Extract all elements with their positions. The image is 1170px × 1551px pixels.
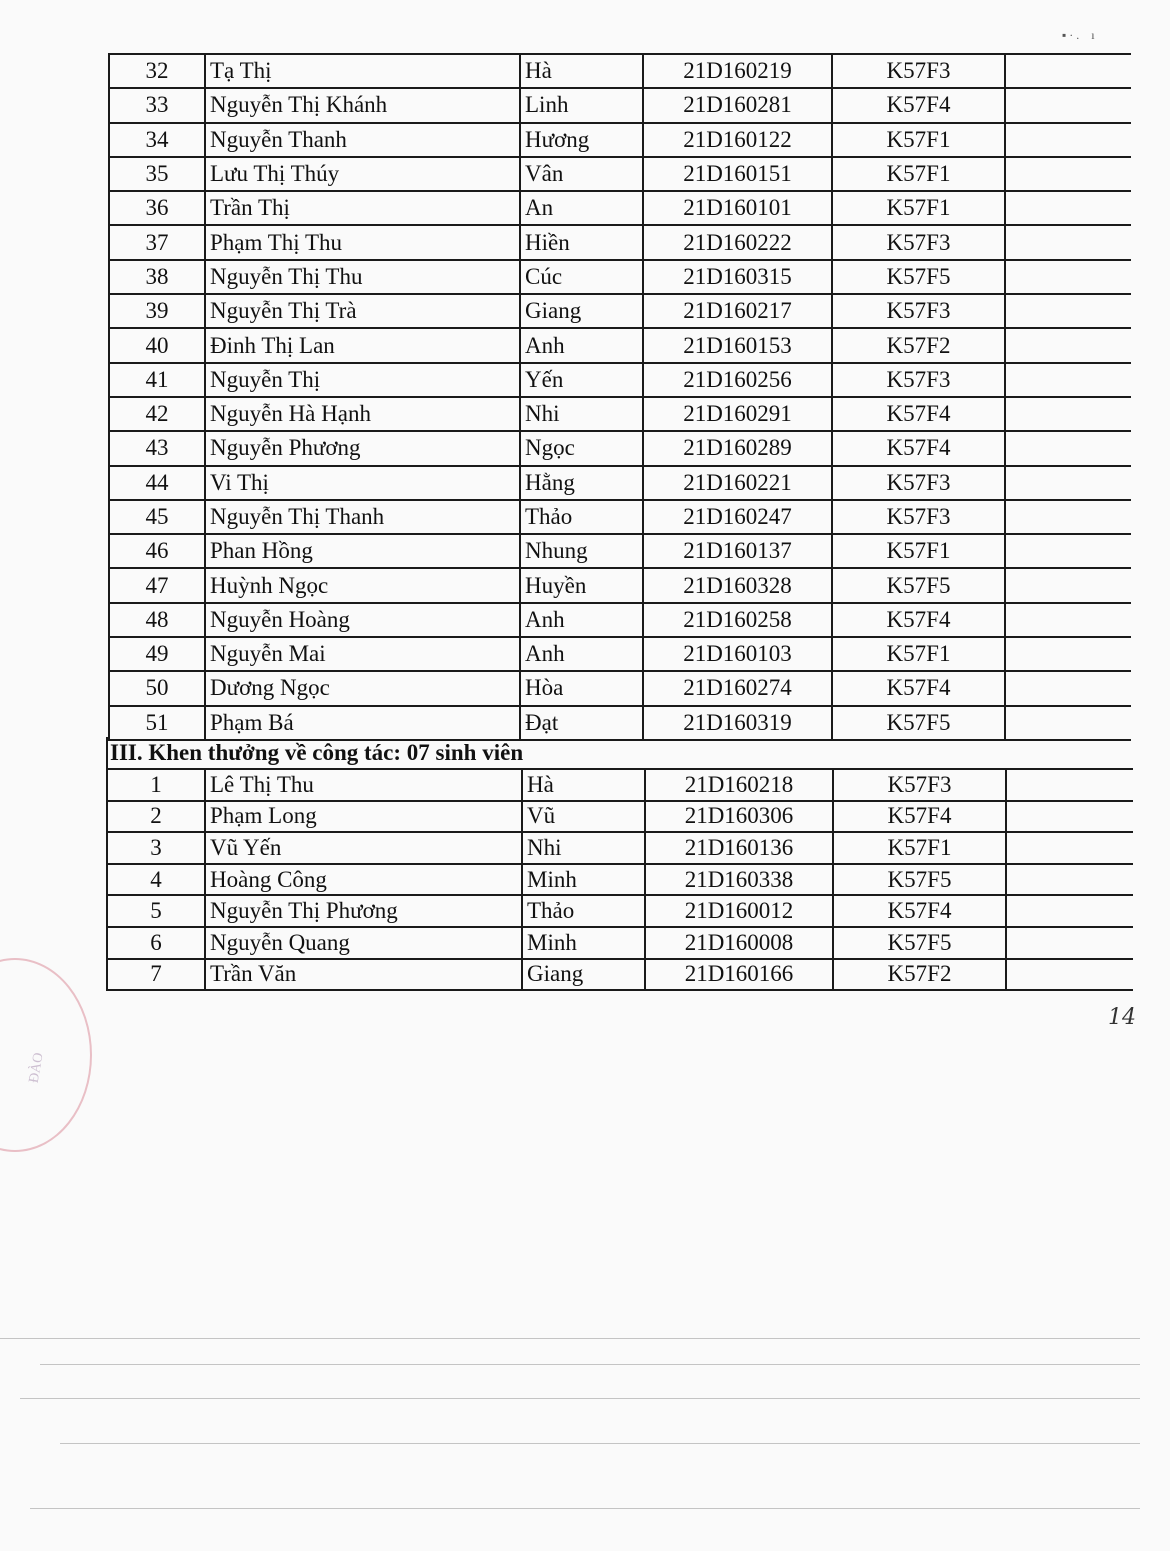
note-cell xyxy=(1005,500,1131,534)
scan-line xyxy=(30,1508,1140,1509)
student-id: 21D160217 xyxy=(643,294,832,328)
class-code: K57F3 xyxy=(832,363,1005,397)
row-number: 34 xyxy=(109,123,205,157)
student-first-name: Minh xyxy=(522,927,645,959)
student-id: 21D160258 xyxy=(643,603,832,637)
row-number: 35 xyxy=(109,157,205,191)
table-row xyxy=(109,88,1131,122)
note-cell xyxy=(1006,832,1133,864)
row-number: 50 xyxy=(109,671,205,705)
row-number: 48 xyxy=(109,603,205,637)
class-code: K57F4 xyxy=(833,895,1006,927)
note-cell xyxy=(1005,466,1131,500)
student-first-name: An xyxy=(520,191,643,225)
row-number: 6 xyxy=(107,927,205,959)
note-cell xyxy=(1005,397,1131,431)
student-id: 21D160012 xyxy=(645,895,833,927)
student-surname: Phạm Bá xyxy=(205,706,520,740)
student-surname: Nguyễn Thanh xyxy=(205,123,520,157)
note-cell xyxy=(1006,769,1133,801)
table-row xyxy=(109,671,1131,705)
student-surname: Trần Thị xyxy=(205,191,520,225)
student-id: 21D160136 xyxy=(645,832,833,864)
student-id: 21D160338 xyxy=(645,864,833,896)
student-first-name: Hà xyxy=(520,54,643,88)
student-surname: Lê Thị Thu xyxy=(205,769,522,801)
table-row xyxy=(109,568,1131,602)
class-code: K57F3 xyxy=(833,769,1006,801)
class-code: K57F4 xyxy=(832,88,1005,122)
table-row xyxy=(109,397,1131,431)
table-row xyxy=(107,959,1133,991)
table-row xyxy=(109,157,1131,191)
student-surname: Nguyễn Hoàng xyxy=(205,603,520,637)
note-cell xyxy=(1005,294,1131,328)
student-surname: Phạm Long xyxy=(205,801,522,833)
table-row xyxy=(109,191,1131,225)
row-number: 7 xyxy=(107,959,205,991)
student-surname: Tạ Thị xyxy=(205,54,520,88)
student-id: 21D160153 xyxy=(643,328,832,362)
student-id: 21D160218 xyxy=(645,769,833,801)
student-first-name: Vũ xyxy=(522,801,645,833)
row-number: 3 xyxy=(107,832,205,864)
student-surname: Nguyễn Quang xyxy=(205,927,522,959)
student-id: 21D160101 xyxy=(643,191,832,225)
note-cell xyxy=(1006,864,1133,896)
class-code: K57F3 xyxy=(832,500,1005,534)
section-title: III. Khen thưởng về công tác: 07 sinh viên xyxy=(110,740,524,765)
table-row xyxy=(109,431,1131,465)
table-row xyxy=(109,260,1131,294)
work-award-table xyxy=(106,768,1133,991)
student-id: 21D160315 xyxy=(643,260,832,294)
row-number: 5 xyxy=(107,895,205,927)
student-surname: Dương Ngọc xyxy=(205,671,520,705)
student-id: 21D160166 xyxy=(645,959,833,991)
class-code: K57F1 xyxy=(832,157,1005,191)
class-code: K57F5 xyxy=(833,864,1006,896)
student-surname: Huỳnh Ngọc xyxy=(205,568,520,602)
student-surname: Trần Văn xyxy=(205,959,522,991)
note-cell xyxy=(1005,637,1131,671)
note-cell xyxy=(1005,568,1131,602)
student-surname: Đinh Thị Lan xyxy=(205,328,520,362)
student-first-name: Linh xyxy=(520,88,643,122)
table-row xyxy=(109,706,1131,740)
table-row xyxy=(109,294,1131,328)
row-number: 46 xyxy=(109,534,205,568)
row-number: 51 xyxy=(109,706,205,740)
class-code: K57F2 xyxy=(832,328,1005,362)
class-code: K57F5 xyxy=(832,706,1005,740)
note-cell xyxy=(1005,328,1131,362)
student-first-name: Yến xyxy=(520,363,643,397)
scan-line xyxy=(60,1443,1140,1444)
note-cell xyxy=(1005,260,1131,294)
stamp-lettering: ĐÀO xyxy=(26,1051,47,1085)
note-cell xyxy=(1005,54,1131,88)
class-code: K57F1 xyxy=(832,191,1005,225)
student-id: 21D160122 xyxy=(643,123,832,157)
student-id: 21D160281 xyxy=(643,88,832,122)
student-surname: Nguyễn Thị xyxy=(205,363,520,397)
row-number: 37 xyxy=(109,225,205,259)
class-code: K57F4 xyxy=(832,431,1005,465)
table-row xyxy=(109,54,1131,88)
student-id: 21D160221 xyxy=(643,466,832,500)
student-id: 21D160289 xyxy=(643,431,832,465)
row-number: 36 xyxy=(109,191,205,225)
class-code: K57F4 xyxy=(832,397,1005,431)
row-number: 40 xyxy=(109,328,205,362)
student-id: 21D160319 xyxy=(643,706,832,740)
table-row xyxy=(109,466,1131,500)
row-number: 4 xyxy=(107,864,205,896)
table-row xyxy=(109,500,1131,534)
student-first-name: Hương xyxy=(520,123,643,157)
student-surname: Nguyễn Phương xyxy=(205,431,520,465)
student-surname: Nguyễn Thị Thanh xyxy=(205,500,520,534)
student-id: 21D160274 xyxy=(643,671,832,705)
student-first-name: Hà xyxy=(522,769,645,801)
student-surname: Vi Thị xyxy=(205,466,520,500)
scan-line xyxy=(20,1398,1140,1399)
student-first-name: Anh xyxy=(520,328,643,362)
row-number: 42 xyxy=(109,397,205,431)
note-cell xyxy=(1005,706,1131,740)
table-row xyxy=(109,123,1131,157)
class-code: K57F3 xyxy=(832,225,1005,259)
row-number: 32 xyxy=(109,54,205,88)
student-first-name: Anh xyxy=(520,637,643,671)
table-row xyxy=(109,637,1131,671)
table-row xyxy=(109,363,1131,397)
student-id: 21D160008 xyxy=(645,927,833,959)
student-id: 21D160219 xyxy=(643,54,832,88)
class-code: K57F1 xyxy=(832,637,1005,671)
student-first-name: Anh xyxy=(520,603,643,637)
student-first-name: Hiền xyxy=(520,225,643,259)
class-code: K57F4 xyxy=(833,801,1006,833)
student-id: 21D160222 xyxy=(643,225,832,259)
student-first-name: Giang xyxy=(522,959,645,991)
table-row xyxy=(109,603,1131,637)
class-code: K57F5 xyxy=(832,568,1005,602)
table-row xyxy=(107,927,1133,959)
note-cell xyxy=(1005,191,1131,225)
page-number-mark: 14 xyxy=(1108,1005,1136,1030)
scan-line xyxy=(0,1338,1140,1339)
class-code: K57F2 xyxy=(833,959,1006,991)
student-first-name: Nhi xyxy=(520,397,643,431)
note-cell xyxy=(1005,363,1131,397)
student-surname: Phạm Thị Thu xyxy=(205,225,520,259)
student-first-name: Thảo xyxy=(522,895,645,927)
table-row xyxy=(107,864,1133,896)
class-code: K57F1 xyxy=(833,832,1006,864)
row-number: 39 xyxy=(109,294,205,328)
class-code: K57F4 xyxy=(832,671,1005,705)
student-id: 21D160328 xyxy=(643,568,832,602)
student-id: 21D160137 xyxy=(643,534,832,568)
student-id: 21D160291 xyxy=(643,397,832,431)
student-id: 21D160306 xyxy=(645,801,833,833)
student-surname: Hoàng Công xyxy=(205,864,522,896)
student-id: 21D160151 xyxy=(643,157,832,191)
student-id: 21D160256 xyxy=(643,363,832,397)
row-number: 49 xyxy=(109,637,205,671)
student-id: 21D160247 xyxy=(643,500,832,534)
note-cell xyxy=(1006,895,1133,927)
student-surname: Vũ Yến xyxy=(205,832,522,864)
note-cell xyxy=(1005,88,1131,122)
note-cell xyxy=(1005,225,1131,259)
student-surname: Nguyễn Thị Khánh xyxy=(205,88,520,122)
class-code: K57F3 xyxy=(832,294,1005,328)
note-cell xyxy=(1005,431,1131,465)
note-cell xyxy=(1005,157,1131,191)
class-code: K57F1 xyxy=(832,123,1005,157)
student-surname: Phan Hồng xyxy=(205,534,520,568)
table-row xyxy=(109,328,1131,362)
student-first-name: Minh xyxy=(522,864,645,896)
table-row xyxy=(109,534,1131,568)
student-surname: Nguyễn Thị Thu xyxy=(205,260,520,294)
class-code: K57F5 xyxy=(833,927,1006,959)
student-first-name: Ngọc xyxy=(520,431,643,465)
student-surname: Nguyễn Mai xyxy=(205,637,520,671)
student-surname: Lưu Thị Thúy xyxy=(205,157,520,191)
student-surname: Nguyễn Thị Phương xyxy=(205,895,522,927)
note-cell xyxy=(1006,801,1133,833)
student-first-name: Hòa xyxy=(520,671,643,705)
scan-speck: ▪ · . ı xyxy=(1062,28,1095,42)
student-list-table xyxy=(108,53,1131,741)
row-number: 45 xyxy=(109,500,205,534)
student-first-name: Nhi xyxy=(522,832,645,864)
student-surname: Nguyễn Thị Trà xyxy=(205,294,520,328)
note-cell xyxy=(1005,603,1131,637)
table-row xyxy=(107,895,1133,927)
class-code: K57F4 xyxy=(832,603,1005,637)
note-cell xyxy=(1005,534,1131,568)
student-first-name: Hằng xyxy=(520,466,643,500)
row-number: 2 xyxy=(107,801,205,833)
row-number: 33 xyxy=(109,88,205,122)
table-row xyxy=(107,801,1133,833)
student-surname: Nguyễn Hà Hạnh xyxy=(205,397,520,431)
table-row xyxy=(109,225,1131,259)
row-number: 43 xyxy=(109,431,205,465)
table-row xyxy=(107,832,1133,864)
student-first-name: Đạt xyxy=(520,706,643,740)
row-number: 1 xyxy=(107,769,205,801)
student-first-name: Huyền xyxy=(520,568,643,602)
note-cell xyxy=(1005,123,1131,157)
student-first-name: Nhung xyxy=(520,534,643,568)
row-number: 44 xyxy=(109,466,205,500)
class-code: K57F3 xyxy=(832,466,1005,500)
row-number: 47 xyxy=(109,568,205,602)
student-first-name: Giang xyxy=(520,294,643,328)
note-cell xyxy=(1005,671,1131,705)
row-number: 41 xyxy=(109,363,205,397)
student-first-name: Vân xyxy=(520,157,643,191)
student-id: 21D160103 xyxy=(643,637,832,671)
student-first-name: Thảo xyxy=(520,500,643,534)
note-cell xyxy=(1006,959,1133,991)
class-code: K57F3 xyxy=(832,54,1005,88)
class-code: K57F1 xyxy=(832,534,1005,568)
note-cell xyxy=(1006,927,1133,959)
scan-line xyxy=(40,1364,1140,1365)
row-number: 38 xyxy=(109,260,205,294)
student-first-name: Cúc xyxy=(520,260,643,294)
class-code: K57F5 xyxy=(832,260,1005,294)
table-row xyxy=(107,769,1133,801)
